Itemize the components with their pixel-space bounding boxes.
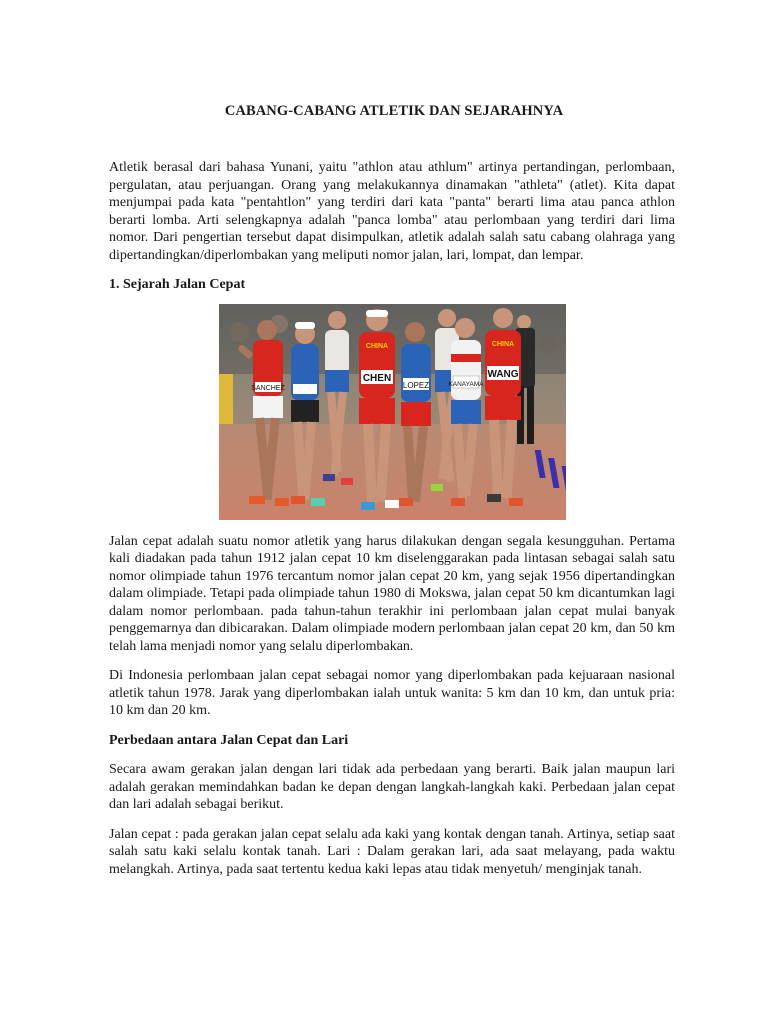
svg-text:LOPEZ: LOPEZ [402, 380, 430, 390]
svg-text:KANAYAMA: KANAYAMA [448, 380, 484, 388]
paragraph-jalan-cepat-history: Jalan cepat adalah suatu nomor atletik yang harus dilakukan dengan segala kesungguhan. Pertama kali diadakan pada tahun 1912 jalan cepat 10 km diselenggarakan pada lintasan sebagai salah satu nomor olimpiade tahun 1976 tercantum nomor jalan cepat 20 km, yang sejak 1956 dipertandingkan dalam olimpiade. Tetapi pada olimpiade tahun 1980 di Mokswa, jalan cepat 50 km dicantumkan lagi dalam nomor perlombaan. pada tahun-tahun terakhir ini perlombaan jalan cepat mulai banyak penggemarnya dan dibicarakan. Dalam olimpiade modern perlombaan jalan cepat 20 km, dan 50 km telah lama menjadi nomor yang selalu diperlombakan. [109, 533, 675, 654]
intro-paragraph: Atletik berasal dari bahasa Yunani, yaitu "athlon atau athlum" artinya pertandingan, perlombaan, pergulatan, atau perjuangan. Orang yang melakukannya dinamakan "athleta" (atlet). Kita dapat menjumpai pada kata "pentahtlon" yang terdiri dari kata "panta" berarti lima atau panca athlon berarti lomba. Arti selengkapnya adalah "panca lomba" atau perlombaan yang terdiri dari lima nomor. Dari pengertian tersebut dapat disimpulkan, atletik adalah salah satu cabang olahraga yang dipertandingkan/diperlombakan yang meliputi nomor jalan, lari, lompat, dan lempar. [109, 160, 675, 263]
paragraph-indonesia: Di Indonesia perlombaan jalan cepat sebagai nomor yang diperlombakan pada kejuaraan nasional atletik tahun 1978. Jarak yang diperlombakan ialah untuk wanita: 5 km dan 10 km, dan untuk pria: 10 km dan 20 km. [109, 668, 675, 718]
section-heading-jalan-cepat: 1. Sejarah Jalan Cepat [109, 277, 246, 292]
section-heading-perbedaan: Perbedaan antara Jalan Cepat dan Lari [109, 732, 349, 748]
race-walkers-photo [219, 304, 566, 520]
svg-text:WANG: WANG [487, 368, 519, 380]
paragraph-perbedaan-detail: Jalan cepat : pada gerakan jalan cepat selalu ada kaki yang kontak dengan tanah. Artinya, setiap saat salah satu kaki selalu kontak tanah. Lari : Dalam gerakan lari, ada saat melayang, pada waktu melangkah. Artinya, pada saat tertentu kedua kaki lepas atau tidak menyetuh/ menginjak tanah. [109, 826, 675, 877]
paragraph-perbedaan-intro: Secara awam gerakan jalan dengan lari tidak ada perbedaan yang berarti. Baik jalan maupun lari adalah gerakan memindahkan badan ke depan dengan langkah-langkah kaki. Perbedaan jalan cepat dan lari adalah sebagai berikut. [109, 762, 675, 812]
svg-text:CHINA: CHINA [491, 340, 515, 348]
page-title: CABANG-CABANG ATLETIK DAN SEJARAHNYA [224, 103, 564, 119]
document-body [109, 159, 675, 878]
svg-text:SANCHEZ: SANCHEZ [251, 384, 285, 392]
svg-text:CHEN: CHEN [362, 372, 392, 384]
svg-text:CHINA: CHINA [365, 342, 389, 350]
